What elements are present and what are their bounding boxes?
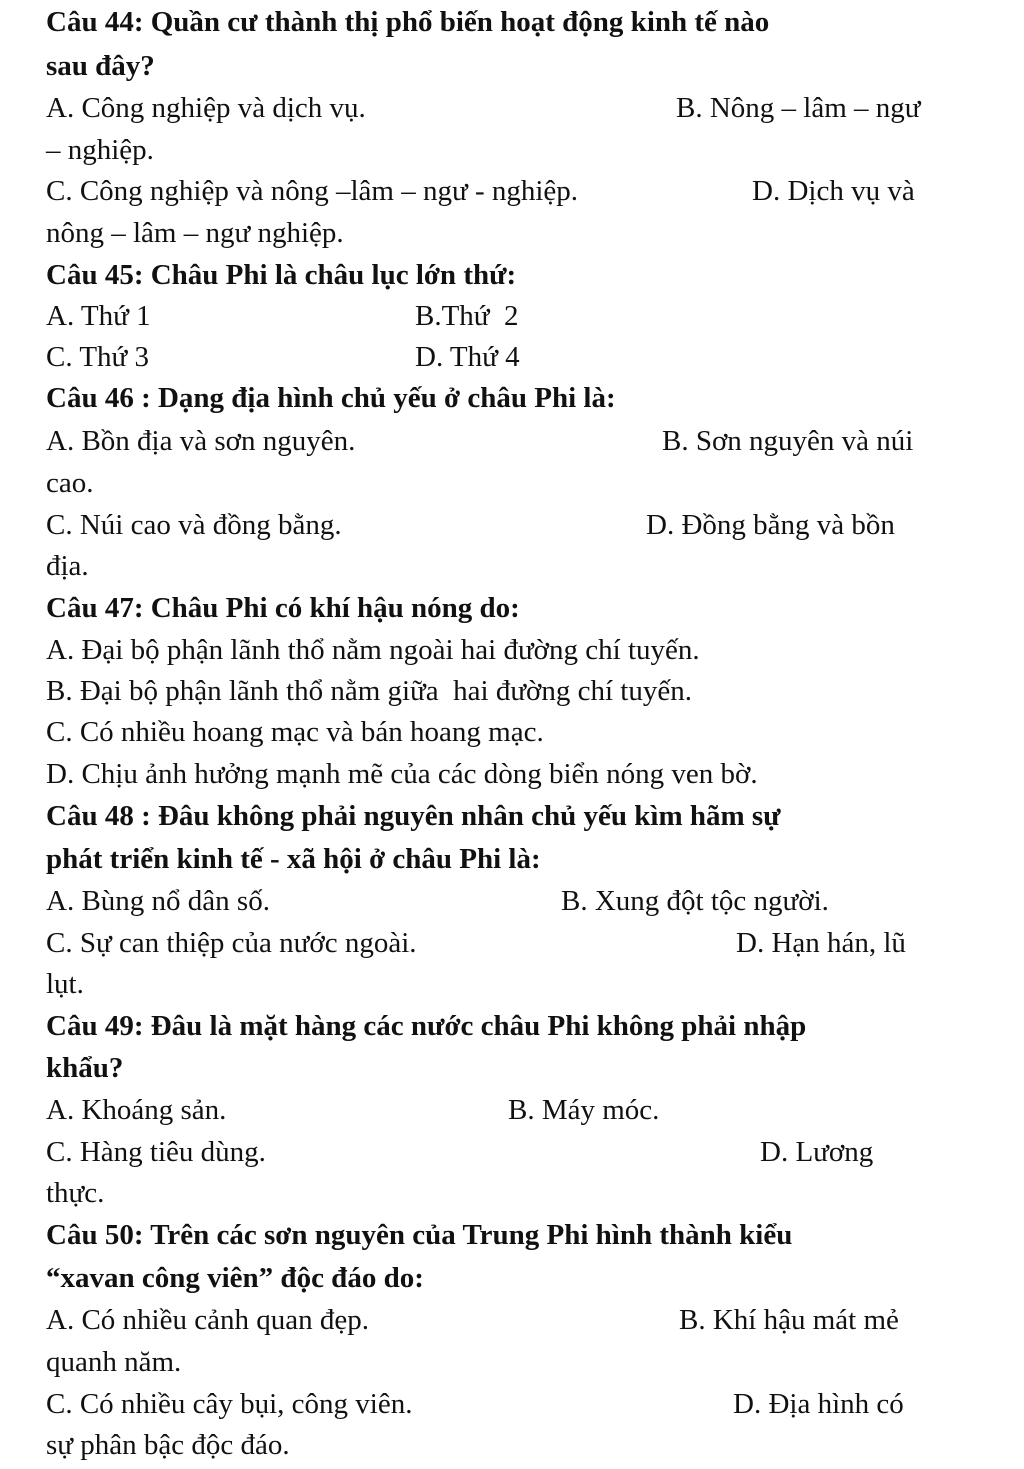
q44-option-b: B. Nông – lâm – ngư bbox=[676, 92, 921, 124]
q50-option-c: C. Có nhiều cây bụi, công viên. bbox=[46, 1388, 413, 1420]
question-49-title-cont: khẩu? bbox=[46, 1052, 124, 1084]
q47-option-c: C. Có nhiều hoang mạc và bán hoang mạc. bbox=[46, 716, 544, 748]
q48-option-a: A. Bùng nổ dân số. bbox=[46, 885, 270, 917]
question-48-title-cont: phát triển kinh tế - xã hội ở châu Phi là: bbox=[46, 843, 541, 875]
question-44-title: Câu 44: Quần cư thành thị phổ biến hoạt động kinh tế nào bbox=[46, 6, 770, 38]
q46-option-b: B. Sơn nguyên và núi bbox=[662, 425, 914, 457]
q45-option-c: C. Thứ 3 bbox=[46, 341, 150, 373]
q49-option-a: A. Khoáng sản. bbox=[46, 1094, 227, 1126]
question-48-title: Câu 48 : Đâu không phải nguyên nhân chủ yếu kìm hãm sự bbox=[46, 800, 781, 832]
q50-option-d: D. Địa hình có bbox=[733, 1388, 904, 1420]
q49-option-b: B. Máy móc. bbox=[508, 1094, 660, 1126]
q44-option-b-cont: – nghiệp. bbox=[46, 134, 154, 166]
q46-option-c: C. Núi cao và đồng bằng. bbox=[46, 509, 342, 541]
q48-option-b: B. Xung đột tộc người. bbox=[561, 885, 829, 917]
q50-option-b: B. Khí hậu mát mẻ bbox=[679, 1304, 899, 1336]
q44-option-d-cont: nông – lâm – ngư nghiệp. bbox=[46, 217, 344, 249]
q50-option-a: A. Có nhiều cảnh quan đẹp. bbox=[46, 1304, 369, 1336]
q45-option-d: D. Thứ 4 bbox=[415, 341, 520, 373]
q47-option-d: D. Chịu ảnh hưởng mạnh mẽ của các dòng biển nóng ven bờ. bbox=[46, 758, 758, 790]
question-44-title-cont: sau đây? bbox=[46, 50, 155, 82]
question-47-title: Câu 47: Châu Phi có khí hậu nóng do: bbox=[46, 592, 520, 624]
q49-option-c: C. Hàng tiêu dùng. bbox=[46, 1136, 266, 1168]
q48-option-c: C. Sự can thiệp của nước ngoài. bbox=[46, 927, 417, 959]
q46-option-b-cont: cao. bbox=[46, 467, 94, 499]
q48-option-d-cont: lụt. bbox=[46, 968, 84, 1000]
q49-option-d-cont: thực. bbox=[46, 1177, 105, 1209]
q47-option-b: B. Đại bộ phận lãnh thổ nằm giữa hai đường chí tuyến. bbox=[46, 675, 692, 707]
q45-option-a: A. Thứ 1 bbox=[46, 300, 151, 332]
q48-option-d: D. Hạn hán, lũ bbox=[736, 927, 906, 959]
q50-option-d-cont: sự phân bậc độc đáo. bbox=[46, 1429, 290, 1461]
q46-option-d: D. Đồng bằng và bồn bbox=[646, 509, 895, 541]
question-50-title-cont: “xavan công viên” độc đáo do: bbox=[46, 1262, 424, 1294]
q44-option-d: D. Dịch vụ và bbox=[752, 175, 915, 207]
q46-option-a: A. Bồn địa và sơn nguyên. bbox=[46, 425, 356, 457]
q49-option-d: D. Lương bbox=[760, 1136, 874, 1168]
q44-option-a: A. Công nghiệp và dịch vụ. bbox=[46, 92, 366, 124]
q44-option-c: C. Công nghiệp và nông –lâm – ngư - nghiệp. bbox=[46, 175, 579, 207]
question-45-title: Câu 45: Châu Phi là châu lục lớn thứ: bbox=[46, 259, 517, 291]
q47-option-a: A. Đại bộ phận lãnh thổ nằm ngoài hai đường chí tuyến. bbox=[46, 634, 700, 666]
question-50-title: Câu 50: Trên các sơn nguyên của Trung Phi hình thành kiểu bbox=[46, 1219, 793, 1251]
question-49-title: Câu 49: Đâu là mặt hàng các nước châu Phi không phải nhập bbox=[46, 1010, 807, 1042]
q46-option-d-cont: địa. bbox=[46, 550, 89, 582]
q50-option-b-cont: quanh năm. bbox=[46, 1346, 182, 1378]
q45-option-b: B.Thứ 2 bbox=[415, 300, 519, 332]
question-46-title: Câu 46 : Dạng địa hình chủ yếu ở châu Phi là: bbox=[46, 382, 616, 414]
